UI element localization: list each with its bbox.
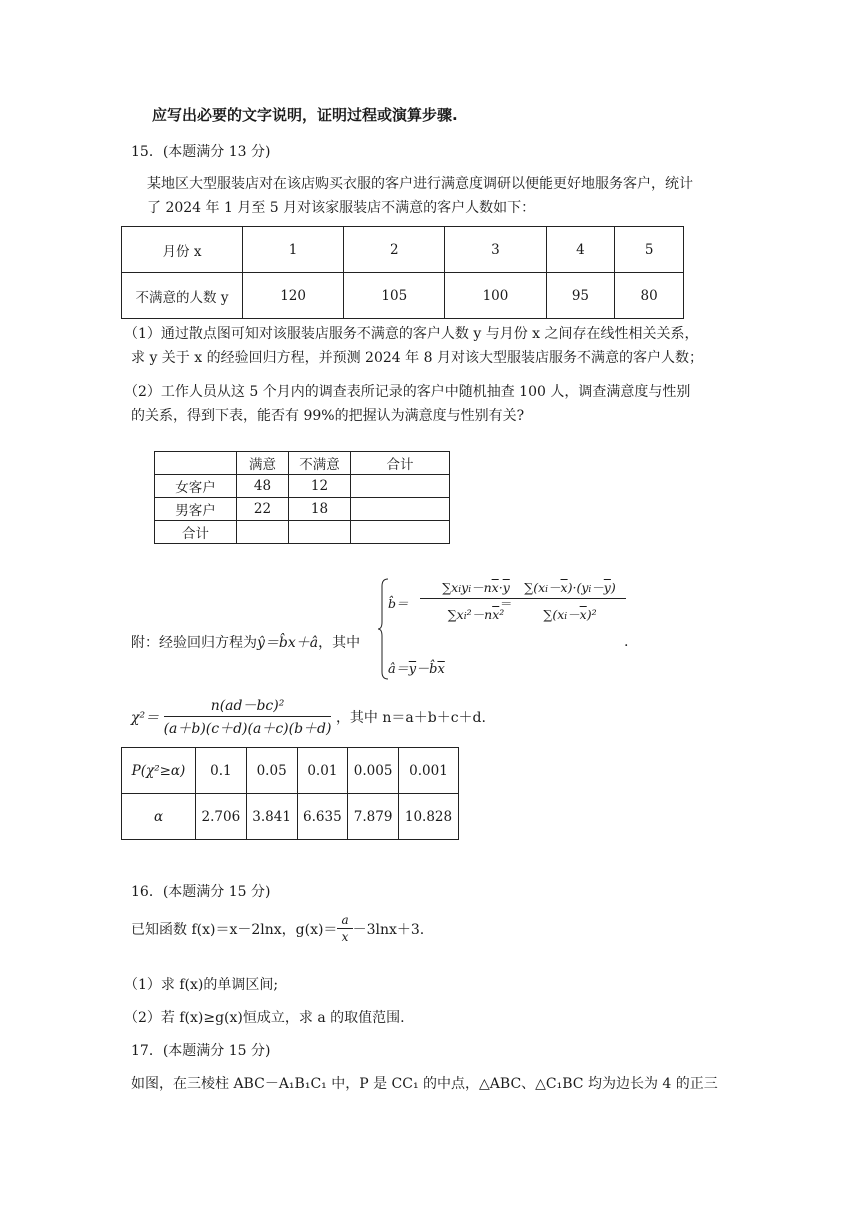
table2-header-cell: 不满意	[289, 452, 351, 475]
table1-month-cell: 5	[615, 227, 684, 273]
table3-p-cell: 0.05	[246, 748, 297, 794]
a-over-x-fraction: $\frac{a}{x}$	[337, 913, 352, 944]
q15-part2-line2: 的关系，得到下表，能否有 99%的把握认为满意度与性别有关?	[131, 408, 525, 424]
table2-cell: 男客户	[155, 498, 237, 521]
table1-count-cell: 100	[445, 273, 546, 319]
q15-intro-line1: 某地区大型服装店对在该店购买衣服的客户进行满意度调研以便能更好地服务客户，统计	[147, 176, 693, 192]
q15-part2-line1: （2）工作人员从这 5 个月内的调查表所记录的客户中随机抽查 100 人，调查满意度与性别	[124, 384, 691, 400]
table1-count-cell: 120	[243, 273, 344, 319]
table1-count-cell: 95	[546, 273, 615, 319]
regression-equation: ŷ＝b̂x＋â	[257, 635, 319, 651]
table2-header-cell	[155, 452, 237, 475]
q17-title: 17．(本题满分 15 分)	[131, 1043, 271, 1059]
table3-row2-label: α	[122, 794, 196, 840]
chi-square-fraction: $\frac{\text{n(ad－bc)²}}{(a+b)(c+d)(a+c)(b+d)}$	[164, 695, 332, 738]
table2-cell	[237, 521, 289, 544]
table1-count-cell: 105	[344, 273, 445, 319]
table1-month-cell: 3	[445, 227, 546, 273]
table2-cell: 48	[237, 475, 289, 498]
q16-title: 16．(本题满分 15 分)	[131, 884, 271, 900]
table1-count-cell: 80	[615, 273, 684, 319]
table1-month-cell: 4	[546, 227, 615, 273]
table3-p-cell: 0.001	[399, 748, 459, 794]
appendix-mid: ，其中	[318, 635, 361, 651]
q17-line1: 如图，在三棱柱 ABC－A₁B₁C₁ 中，P 是 CC₁ 的中点，△ABC、△C₁BC 均为边长为 4 的正三	[131, 1076, 718, 1092]
critical-value-table	[121, 747, 459, 840]
instruction-line: 应写出必要的文字说明，证明过程或演算步骤.	[152, 106, 458, 124]
q15-intro-line2: 了 2024 年 1 月至 5 月对该家服装店不满意的客户人数如下：	[147, 200, 536, 216]
formula-period: .	[624, 634, 629, 650]
table1-row1-label: 月份 x	[122, 227, 243, 273]
table2-cell: 女客户	[155, 475, 237, 498]
table1-row2-label: 不满意的人数 y	[122, 273, 243, 319]
table2-cell: 合计	[155, 521, 237, 544]
table2-cell: 22	[237, 498, 289, 521]
q15-part1-line2: 求 y 关于 x 的经验回归方程，并预测 2024 年 8 月对该大型服装店服务不满意的客户人数；	[131, 350, 703, 366]
q16-part1: （1）求 f(x)的单调区间;	[124, 977, 279, 993]
table3-p-cell: 0.01	[297, 748, 348, 794]
table1-month-cell: 1	[243, 227, 344, 273]
table3-alpha-cell: 2.706	[196, 794, 247, 840]
appendix-prefix: 附：经验回归方程为	[131, 635, 257, 651]
table2-header-cell: 合计	[351, 452, 450, 475]
table3-alpha-cell: 6.635	[297, 794, 348, 840]
q16-given-prefix: 已知函数 f(x)＝x－2lnx，g(x)＝	[131, 921, 338, 938]
month-count-table	[121, 226, 684, 319]
table3-alpha-cell: 10.828	[399, 794, 459, 840]
table2-cell: 18	[289, 498, 351, 521]
q15-part1-line1: （1）通过散点图可知对该服装店服务不满意的客户人数 y 与月份 x 之间存在线性相关关系，	[124, 326, 699, 342]
q15-title: 15．(本题满分 13 分)	[131, 144, 271, 160]
chi-suffix: ，其中 n＝a＋b＋c＋d.	[335, 709, 486, 726]
table3-alpha-cell: 7.879	[348, 794, 399, 840]
table2-header-cell: 满意	[237, 452, 289, 475]
table2-cell: 12	[289, 475, 351, 498]
table2-cell	[351, 475, 450, 498]
table2-cell	[351, 498, 450, 521]
chi-square-formula: χ²＝ $\frac{\text{n(ad－bc)²}}{(a+b)(c+d)(a+c)(b+d)}$ ，其中 n＝a＋b＋c＋d.	[131, 695, 486, 738]
table3-alpha-cell: 3.841	[246, 794, 297, 840]
table2-cell	[351, 521, 450, 544]
table2-cell	[289, 521, 351, 544]
q16-given-suffix: －3lnx＋3.	[352, 921, 425, 938]
table3-p-cell: 0.005	[348, 748, 399, 794]
q16-part2: （2）若 f(x)≥g(x)恒成立，求 a 的取值范围.	[124, 1010, 405, 1026]
contingency-table	[154, 451, 450, 544]
table3-row1-label: P(χ²≥α)	[122, 748, 196, 794]
table1-month-cell: 2	[344, 227, 445, 273]
a-hat-formula: $â=\overline{y}-b̂\overline{x}$	[388, 662, 445, 677]
table3-p-cell: 0.1	[196, 748, 247, 794]
appendix-line	[131, 632, 360, 652]
q16-given	[131, 913, 424, 944]
